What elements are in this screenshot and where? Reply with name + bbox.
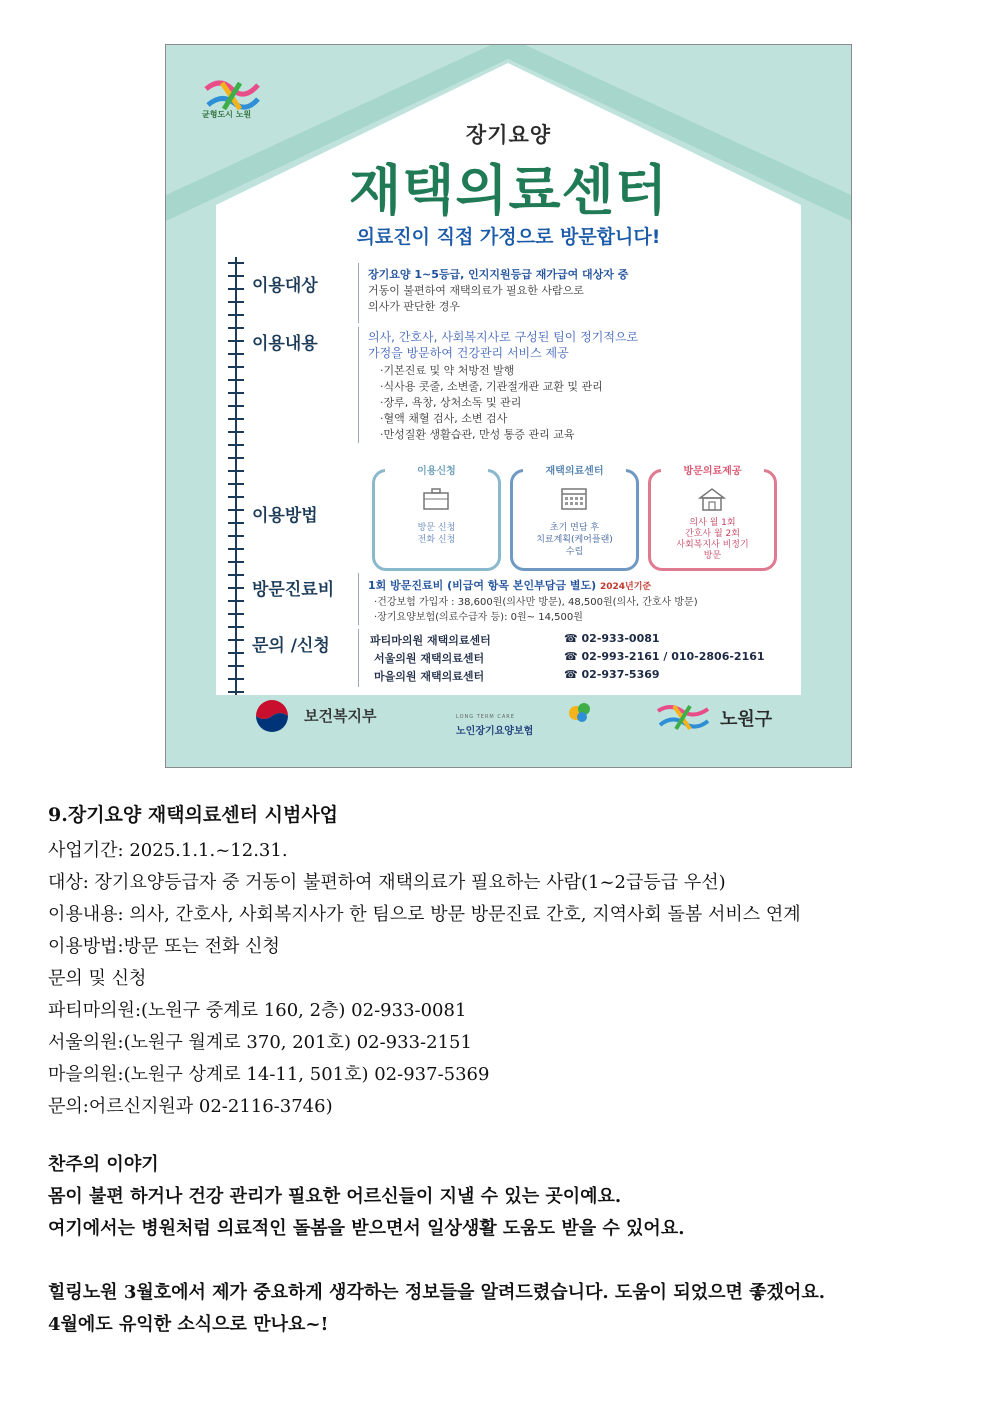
fee-year: 2024년기준	[599, 582, 652, 592]
logo-text: 균형도시 노원	[202, 110, 252, 119]
story-heading: 찬주의 이야기	[48, 1154, 159, 1175]
doc-line: 대상: 장기요양등급자 중 거동이 불편하여 재택의료가 필요하는 사람(1~2급등급 우선)	[48, 872, 726, 893]
doc-line: 서울의원:(노원구 월계로 370, 201호) 02-933-2151	[48, 1032, 472, 1053]
doc-line: 이용방법:방문 또는 전화 신청	[48, 936, 280, 957]
nowon-logo	[654, 701, 714, 735]
nowon-text: 노원구	[720, 709, 773, 730]
divider	[358, 629, 359, 687]
fee-line: ·장기요양보험(의료수급자 등): 0원~ 14,500원	[374, 612, 583, 623]
briefcase-icon	[421, 486, 451, 512]
mohw-text: 보건복지부	[304, 707, 377, 725]
doc-line: 사업기간: 2025.1.1.~12.31.	[48, 840, 288, 861]
contact-phone: ☎ 02-993-2161 / 010-2806-2161	[564, 650, 765, 663]
closing-line: 4월에도 유익한 소식으로 만나요~!	[48, 1314, 329, 1335]
target-text: 장기요양 1~5등급, 인지지원등급 재가급여 대상자 중 거동이 불편하여 재택의료가 필요한 사람으로 의사가 판단한 경우	[368, 268, 629, 313]
divider	[358, 573, 359, 625]
content-bullets	[380, 363, 603, 443]
step-card-center: 재택의료센터 초기 면담 후 치료계획(케어플랜) 수립	[510, 469, 639, 571]
doc-line: 문의 및 신청	[48, 968, 147, 989]
house-icon	[697, 486, 727, 512]
list-item: ·장루, 욕창, 상처소독 및 관리	[380, 396, 522, 409]
contact-phone: ☎ 02-937-5369	[564, 668, 660, 681]
step-card-visit: 방문의료제공 의사 월 1회 간호사 월 2회 사회복지사 비정기 방문	[648, 469, 777, 571]
label-fee: 방문진료비	[252, 580, 335, 600]
label-contact: 문의 /신청	[252, 636, 330, 656]
list-item: ·기본진료 및 약 처방전 발행	[380, 364, 515, 377]
fee-line: ·건강보험 가입자 : 38,600원(의사만 방문), 48,500원(의사, 간호사 방문)	[374, 597, 698, 608]
list-item: ·만성질환 생활습관, 만성 통증 관리 교육	[380, 428, 575, 441]
step-card-apply: 이용신청 방문 신청 전화 신청	[372, 469, 501, 571]
divider	[358, 263, 359, 323]
step-text: 의사 월 1회 간호사 월 2회 사회복지사 비정기 방문	[676, 518, 749, 561]
poster-tagline: 의료진이 직접 가정으로 방문합니다!	[356, 226, 661, 248]
step-text: 방문 신청 전화 신청	[417, 523, 456, 545]
contact-name: 파티마의원 재택의료센터	[370, 634, 491, 647]
contact-name: 마을의원 재택의료센터	[374, 670, 485, 683]
mohw-logo	[252, 699, 292, 733]
closing-line: 힐링노원 3월호에서 제가 중요하게 생각하는 정보들을 알려드렸습니다. 도움이 되었으면 좋겠어요.	[48, 1282, 825, 1303]
doc-line: 문의:어르신지원과 02-2116-3746)	[48, 1096, 333, 1117]
contact-name: 서울의원 재택의료센터	[374, 652, 485, 665]
label-target: 이용대상	[252, 276, 318, 296]
list-item: ·혈액 채혈 검사, 소변 검사	[380, 412, 508, 425]
spiral-binding	[226, 257, 246, 695]
label-method: 이용방법	[252, 506, 318, 526]
calendar-icon	[559, 486, 589, 512]
nhis-text: 노인장기요양보험	[456, 726, 534, 737]
doc-line: 파티마의원:(노원구 중계로 160, 2층) 02-933-0081	[48, 1000, 467, 1021]
list-item: ·식사용 콧줄, 소변줄, 기관절개관 교환 및 관리	[380, 380, 603, 393]
nhis-small-text: LONG TERM CARE	[456, 714, 515, 720]
doc-line: 마을의원:(노원구 상계로 14-11, 501호) 02-937-5369	[48, 1064, 490, 1085]
content-text: 의사, 간호사, 사회복지사로 구성된 팀이 정기적으로 가정을 방문하여 건강관리 서비스 제공	[368, 330, 639, 360]
poster-subtitle: 장기요양	[465, 123, 552, 147]
label-content: 이용내용	[252, 334, 318, 354]
poster-title: 재택의료센터	[349, 159, 668, 222]
nhis-logo	[564, 699, 594, 725]
story-line: 여기에서는 병원처럼 의료적인 돌봄을 받으면서 일상생활 도움도 받을 수 있어요.	[48, 1218, 685, 1239]
fee-main: 1회 방문진료비 (비급여 항목 본인부담금 별도) 2024년기준	[368, 579, 652, 592]
doc-line: 이용내용: 의사, 간호사, 사회복지사가 한 팀으로 방문 방문진료 간호, 지역사회 돌봄 서비스 연계	[48, 904, 801, 925]
story-line: 몸이 불편 하거나 건강 관리가 필요한 어르신들이 지낼 수 있는 곳이예요.	[48, 1186, 622, 1207]
divider	[358, 327, 359, 443]
poster-image	[165, 44, 852, 768]
step-text: 초기 면담 후 치료계획(케어플랜) 수립	[536, 523, 613, 557]
section-heading: 9.장기요양 재택의료센터 시범사업	[48, 804, 339, 826]
contact-phone: ☎ 02-933-0081	[564, 632, 660, 645]
